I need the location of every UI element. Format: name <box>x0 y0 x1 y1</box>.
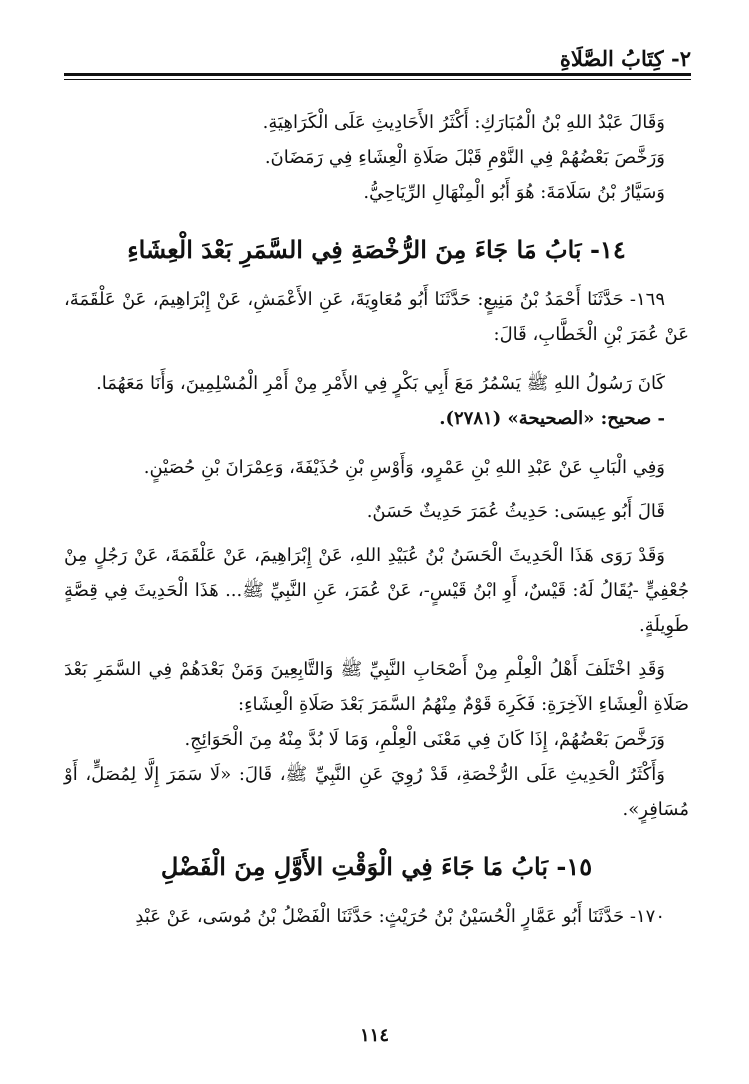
paragraph-hasan-narration: وَقَدْ رَوَى هَذَا الْحَدِيثَ الْحَسَنُ بْنُ عُبَيْدِ اللهِ، عَنْ إِبْرَاهِيمَ، عَنْ عَلْقَمَةَ، عَنْ رَجُلٍ مِنْ جُعْفِيٍّ -يُقَالُ لَهُ: قَيْسٌ، أَوِ ابْنُ قَيْسٍ-، عَنْ عُمَرَ، عَنِ النَّبِيِّ ﷺ... هَذَا الْحَدِيثَ فِي قِصَّةٍ طَوِيلَةٍ. <box>64 545 689 636</box>
hadith-169-matn: كَانَ رَسُولُ اللهِ ﷺ يَسْمُرُ مَعَ أَبِي بَكْرٍ فِي الأَمْرِ مِنْ أَمْرِ الْمُسْلِمِينَ، وَأَنَا مَعَهُمَا. <box>96 373 665 394</box>
hadith-170-isnad: ١٧٠- حَدَّثَنَا أَبُو عَمَّارٍ الْحُسَيْنُ بْنُ حُرَيْثٍ: حَدَّثَنَا الْفَضْلُ بْنُ مُوسَى، عَنْ عَبْدِ <box>135 906 665 927</box>
paragraph-scholars-differed: وَقَدِ اخْتَلَفَ أَهْلُ الْعِلْمِ مِنْ أَصْحَابِ النَّبِيِّ ﷺ وَالتَّابِعِينَ وَمَنْ بَعْدَهُمْ فِي السَّمَرِ بَعْدَ صَلَاةِ الْعِشَاءِ الآخِرَةِ: فَكَرِهَ قَوْمٌ مِنْهُمُ السَّمَرَ بَعْدَ صَلَاةِ الْعِشَاءِ: <box>64 659 689 715</box>
paragraph-ibn-mubarak: وَقَالَ عَبْدُ اللهِ بْنُ الْمُبَارَكِ: أَكْثَرُ الأَحَادِيثِ عَلَى الْكَرَاهِيَةِ. <box>262 112 665 133</box>
hadith-169-isnad: ١٦٩- حَدَّثَنَا أَحْمَدُ بْنُ مَنِيعٍ: حَدَّثَنَا أَبُو مُعَاوِيَةَ، عَنِ الأَعْمَشِ، عَنْ إِبْرَاهِيمَ، عَنْ عَلْقَمَةَ، عَنْ عُمَرَ بْنِ الْخَطَّابِ، قَالَ: <box>64 289 689 345</box>
paragraph-abu-isa: قَالَ أَبُو عِيسَى: حَدِيثُ عُمَرَ حَدِيثٌ حَسَنٌ. <box>366 501 665 522</box>
paragraph-sayyar: وَسَيَّارُ بْنُ سَلَامَةَ: هُوَ أَبُو الْمِنْهَالِ الرِّيَاحِيُّ. <box>363 182 665 203</box>
header-rule-thin <box>64 79 691 80</box>
paragraph-in-the-chapter: وَفِي الْبَابِ عَنْ عَبْدِ اللهِ بْنِ عَمْرٍو، وَأَوْسِ بْنِ حُذَيْفَةَ، وَعِمْرَانَ بْنِ حُصَيْنٍ. <box>143 457 665 478</box>
paragraph-ramadan-sleep: وَرَخَّصَ بَعْضُهُمْ فِي النَّوْمِ قَبْلَ صَلَاةِ الْعِشَاءِ فِي رَمَضَانَ. <box>264 147 665 168</box>
paragraph-most-hadith: وَأَكْثَرُ الْحَدِيثِ عَلَى الرُّخْصَةِ، قَدْ رُوِيَ عَنِ النَّبِيِّ ﷺ، قَالَ: «لَا سَمَرَ إِلَّا لِمُصَلٍّ، أَوْ مُسَافِرٍ». <box>64 764 689 820</box>
running-header <box>64 40 691 80</box>
hadith-169-grade: - صحيح: «الصحيحة» (٢٧٨١). <box>439 408 665 429</box>
header-title: ٢- كِتَابُ الصَّلَاةِ <box>559 46 691 71</box>
chapter-heading-14: ١٤- بَابُ مَا جَاءَ مِنَ الرُّخْصَةِ فِي السَّمَرِ بَعْدَ الْعِشَاءِ <box>127 235 626 264</box>
page-number: ١١٤ <box>359 1025 389 1046</box>
chapter-heading-15: ١٥- بَابُ مَا جَاءَ فِي الْوَقْتِ الأَوَّلِ مِنَ الْفَضْلِ <box>160 852 593 881</box>
header-rule-thick <box>64 73 691 76</box>
paragraph-some-permitted: وَرَخَّصَ بَعْضُهُمْ، إِذَا كَانَ فِي مَعْنَى الْعِلْمِ، وَمَا لَا بُدَّ مِنْهُ مِنَ الْحَوَائِجِ. <box>184 729 665 750</box>
page-body <box>64 105 689 934</box>
